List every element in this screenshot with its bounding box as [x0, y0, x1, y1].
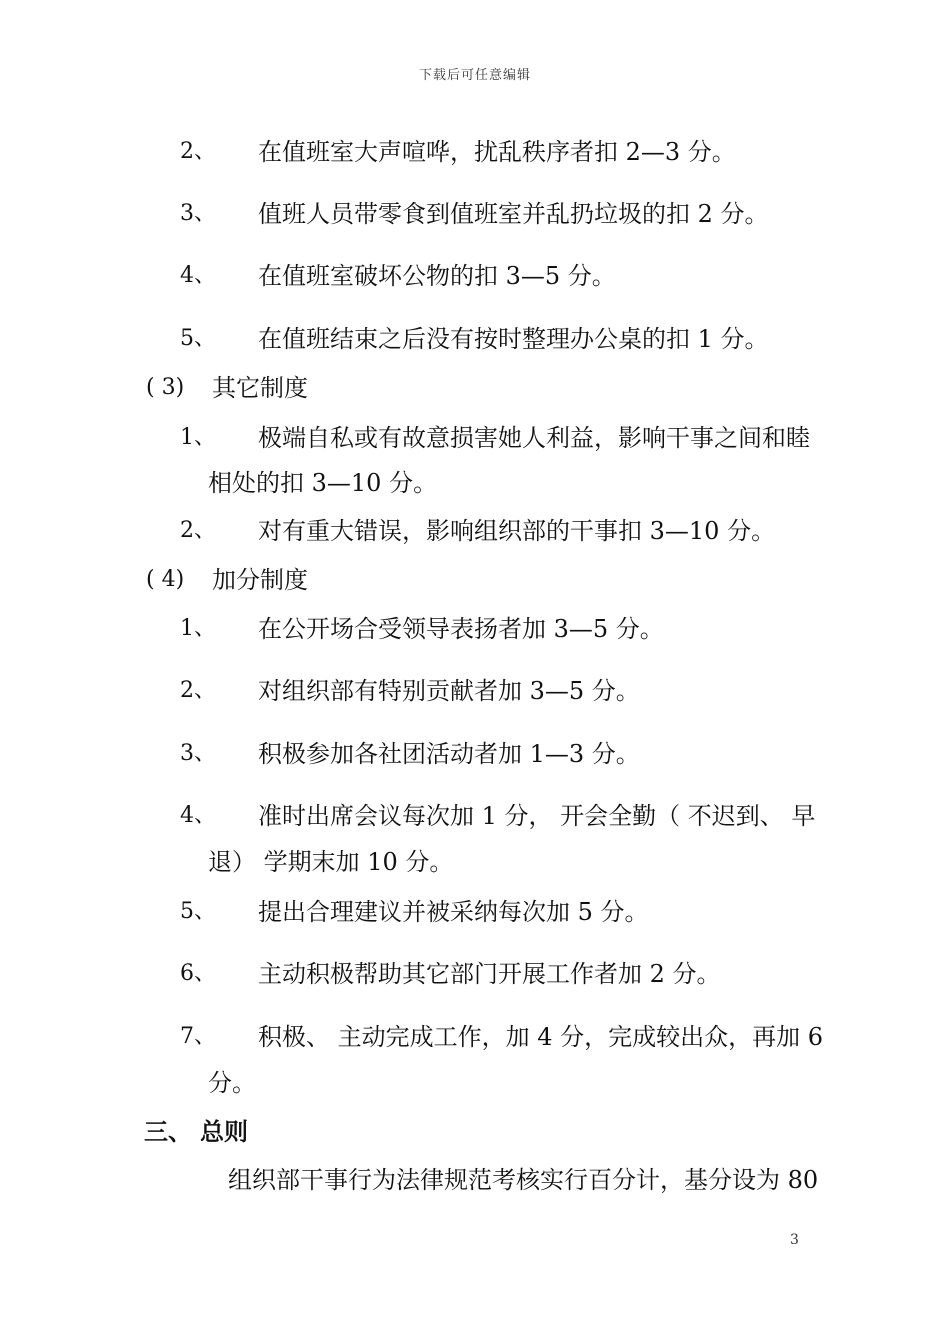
list-item-text: 在值班室大声喧哗，扰乱秩序者扣 2—3 分。: [258, 138, 736, 166]
list-item-text: 积极参加各社团活动者加 1—3 分。: [258, 740, 640, 768]
list-item-number: 2、: [180, 518, 216, 543]
list-item-number: 1、: [180, 425, 216, 450]
section-number: ( 3): [146, 375, 185, 400]
list-item-number: 5、: [180, 326, 216, 351]
list-item-text: 在公开场合受领导表扬者加 3—5 分。: [258, 615, 664, 643]
list-item-number: 3、: [180, 741, 216, 766]
list-item-number: 2、: [180, 139, 216, 164]
list-item-continuation: 相处的扣 3—10 分。: [208, 469, 438, 497]
list-item-number: 4、: [180, 263, 216, 288]
page-header: 下载后可任意编辑: [418, 68, 531, 83]
page-number: 3: [790, 1232, 799, 1248]
list-item-text: 值班人员带零食到值班室并乱扔垃圾的扣 2 分。: [258, 200, 769, 228]
list-item-number: 7、: [180, 1024, 216, 1049]
part-title: 总则: [200, 1117, 248, 1146]
list-item-text: 极端自私或有故意损害她人利益，影响干事之间和睦: [258, 424, 810, 452]
list-item-text: 对组织部有特别贡献者加 3—5 分。: [258, 677, 640, 705]
section-number: ( 4): [146, 567, 185, 592]
list-item-number: 1、: [180, 616, 216, 641]
list-item-number: 6、: [180, 961, 216, 986]
list-item-text: 在值班室破坏公物的扣 3—5 分。: [258, 262, 616, 290]
list-item-number: 2、: [180, 678, 216, 703]
part-number: 三、: [144, 1117, 192, 1146]
list-item-text: 积极、 主动完成工作，加 4 分，完成较出众，再加 6: [258, 1023, 824, 1051]
section-title: 加分制度: [212, 566, 308, 594]
list-item-text: 准时出席会议每次加 1 分， 开会全勤（ 不迟到、 早: [258, 802, 816, 830]
list-item-number: 3、: [180, 201, 216, 226]
list-item-text: 在值班结束之后没有按时整理办公桌的扣 1 分。: [258, 325, 769, 353]
body-paragraph: 组织部干事行为法律规范考核实行百分计，基分设为 80: [228, 1166, 819, 1194]
list-item-text: 对有重大错误，影响组织部的干事扣 3—10 分。: [258, 517, 776, 545]
list-item-text: 提出合理建议并被采纳每次加 5 分。: [258, 898, 649, 926]
list-item-number: 4、: [180, 803, 216, 828]
list-item-text: 主动积极帮助其它部门开展工作者加 2 分。: [258, 960, 721, 988]
list-item-continuation: 分。: [208, 1069, 256, 1097]
list-item-number: 5、: [180, 899, 216, 924]
list-item-continuation: 退） 学期末加 10 分。: [208, 848, 454, 876]
section-title: 其它制度: [212, 374, 308, 402]
